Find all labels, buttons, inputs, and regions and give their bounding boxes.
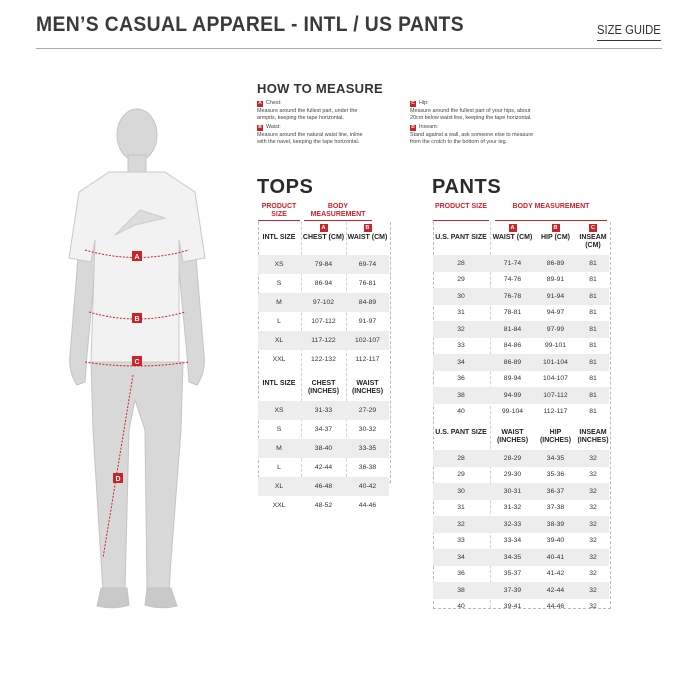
table-row [433, 387, 609, 404]
measure-item-chest [257, 100, 417, 123]
table-cell: 32 [589, 520, 597, 528]
table-row [258, 331, 389, 350]
figure-label-b: B [134, 316, 140, 323]
table-cell: 32 [589, 487, 597, 495]
figure-left-shoe [97, 588, 129, 608]
table-cell: 28 [457, 259, 465, 267]
table-cell: 32 [589, 603, 597, 611]
column-badge-a: A [509, 224, 517, 232]
table-cell: 89-91 [546, 276, 565, 284]
table-cell: 44-46 [358, 502, 377, 509]
table-row [433, 338, 609, 355]
table-row [433, 321, 609, 338]
measure-desc: from the crotch to the bottom of your leg. [410, 139, 508, 146]
badge-c: C [411, 100, 415, 106]
table-row [258, 293, 389, 312]
table-cell: 34-35 [503, 553, 522, 561]
column-header: U.S. PANT SIZE [435, 234, 487, 241]
table-row [258, 350, 389, 369]
tops-table-body [258, 222, 389, 509]
column-header: INSEAM (CM) [579, 234, 607, 249]
table-cell: 81 [589, 276, 597, 284]
table-cell: 36 [457, 570, 465, 578]
table-row [258, 312, 389, 331]
table-cell: 36 [457, 375, 465, 383]
table-cell: 112-117 [543, 408, 568, 416]
table-cell: L [277, 318, 281, 325]
table-row [433, 272, 609, 289]
table-cell: 32-33 [503, 520, 522, 528]
table-cell: 102-107 [355, 337, 380, 344]
table-cell: XL [274, 483, 284, 490]
measure-desc: Measure around the fullest part of your hips, about [410, 107, 531, 114]
table-cell: 84-89 [358, 299, 377, 306]
column-header: WAIST (CM) [492, 234, 533, 241]
table-cell: 79-84 [314, 261, 333, 268]
table-cell: 86-89 [546, 259, 565, 267]
table-cell: 91-97 [358, 318, 377, 325]
table-row [433, 549, 609, 566]
measure-desc: armpits, keeping the tape horizontal. [257, 115, 344, 122]
table-cell: 36-37 [546, 487, 565, 495]
table-row [433, 288, 609, 305]
table-row [433, 255, 609, 272]
table-cell: 81 [589, 391, 597, 399]
pants-body-measurement-header: BODY MEASUREMENT [512, 203, 590, 210]
table-cell: 122-132 [311, 356, 336, 363]
measure-name: Waist: [266, 124, 281, 130]
table-cell: 89-94 [503, 375, 522, 383]
table-cell: 32 [589, 471, 597, 479]
table-cell: 32 [457, 520, 465, 528]
table-row [258, 274, 389, 293]
table-cell: 84-86 [503, 342, 522, 350]
table-cell: 31 [457, 504, 465, 512]
column-header: WAIST (INCHES) [351, 380, 384, 395]
table-cell: 31 [457, 309, 465, 317]
table-cell: 29-30 [503, 471, 522, 479]
table-cell: 41-42 [546, 570, 565, 578]
pants-header-rule [495, 220, 607, 221]
column-badge-b: B [552, 224, 560, 232]
badge-d: D [411, 124, 415, 130]
table-cell: 112-117 [355, 356, 380, 363]
table-row [258, 439, 389, 458]
table-cell: 81 [589, 309, 597, 317]
table-cell: 91-94 [546, 292, 565, 300]
table-cell: XL [274, 337, 284, 344]
table-row [258, 255, 389, 274]
table-cell: 97-102 [312, 299, 335, 306]
table-row [433, 450, 609, 467]
table-cell: XS [274, 407, 284, 414]
table-cell: 32 [589, 537, 597, 545]
table-cell: 40 [457, 408, 465, 416]
measure-desc: Measure around the fullest part, under the [257, 107, 358, 114]
pants-header-rule [433, 220, 489, 221]
table-cell: 40-42 [358, 483, 377, 490]
tops-body-measurement-header: BODY MEASUREMENT [310, 203, 366, 218]
table-cell: 35-37 [503, 570, 522, 578]
column-header: INTL SIZE [262, 380, 296, 387]
figure-label-c: C [134, 359, 140, 366]
table-row [433, 582, 609, 599]
measure-item-inseam [410, 124, 585, 147]
measure-name: Inseam: [419, 124, 439, 130]
table-row [433, 354, 609, 371]
figure-head [117, 109, 157, 161]
table-cell: 32 [589, 504, 597, 512]
measure-desc: Measure around the natural waist line, inline [257, 131, 363, 138]
table-cell: 44-46 [546, 603, 565, 611]
table-cell: M [276, 445, 282, 452]
table-row [258, 401, 389, 420]
table-cell: 81 [589, 259, 597, 267]
table-cell: 32 [589, 586, 597, 594]
table-cell: XXL [272, 502, 286, 509]
table-cell: 31-32 [503, 504, 522, 512]
table-cell: 36-38 [358, 464, 377, 471]
table-cell: 32 [457, 325, 465, 333]
table-cell: L [277, 464, 281, 471]
table-cell: 46-48 [314, 483, 333, 490]
table-cell: 28-29 [503, 454, 522, 462]
table-row [258, 496, 389, 515]
figure-pants [91, 362, 183, 590]
page-title: MEN’S CASUAL APPAREL - INTL / US PANTS [36, 13, 464, 36]
table-cell: 33 [457, 537, 465, 545]
column-header: INTL SIZE [262, 234, 296, 241]
pants-title: PANTS [432, 176, 502, 198]
pants-product-size-header: PRODUCT SIZE [434, 203, 488, 210]
table-cell: 74-76 [503, 276, 522, 284]
table-cell: 81 [589, 375, 597, 383]
table-row [433, 500, 609, 517]
table-cell: 81-84 [503, 325, 522, 333]
table-cell: 38-40 [314, 445, 333, 452]
header-divider [36, 48, 662, 49]
measure-item-hip [410, 100, 585, 123]
column-header: HIP (CM) [540, 234, 571, 241]
table-cell: 39-40 [546, 537, 565, 545]
figure-right-shoe [145, 588, 177, 608]
table-cell: 107-112 [543, 391, 568, 399]
table-cell: 29 [457, 276, 465, 284]
column-header: U.S. PANT SIZE [435, 429, 487, 436]
table-cell: 81 [589, 358, 597, 366]
table-cell: 35-36 [546, 471, 565, 479]
table-cell: 30-31 [503, 487, 522, 495]
table-cell: 29 [457, 471, 465, 479]
table-cell: 107-112 [311, 318, 336, 325]
table-cell: 97-99 [546, 325, 565, 333]
table-cell: 37-39 [503, 586, 522, 594]
tops-header-rule [304, 220, 372, 221]
table-cell: 99-104 [501, 408, 524, 416]
column-header: CHEST (CM) [302, 234, 345, 241]
measure-desc: Stand against a wall, ask someone else to measure [410, 131, 534, 138]
table-cell: 37-38 [546, 504, 565, 512]
table-cell: 42-44 [546, 586, 565, 594]
table-cell: 34 [457, 553, 465, 561]
column-badge-c: C [589, 224, 597, 232]
table-row [433, 533, 609, 550]
body-figure [55, 100, 230, 680]
table-cell: 34-35 [546, 454, 565, 462]
table-cell: 33-35 [358, 445, 377, 452]
table-cell: XS [274, 261, 284, 268]
table-row [258, 458, 389, 477]
column-header: INSEAM (INCHES) [577, 429, 609, 444]
table-row [433, 599, 609, 616]
table-row [433, 371, 609, 388]
table-cell: 33 [457, 342, 465, 350]
table-cell: 38 [457, 391, 465, 399]
tops-title: TOPS [257, 176, 314, 198]
table-cell: 27-29 [358, 407, 377, 414]
badge-b: B [258, 124, 262, 130]
table-cell: 30 [457, 487, 465, 495]
table-cell: 78-81 [503, 309, 522, 317]
table-cell: 38-39 [546, 520, 565, 528]
table-cell: 81 [589, 342, 597, 350]
size-guide-label: SIZE GUIDE [597, 23, 661, 41]
pants-table-body [433, 222, 609, 611]
table-cell: 94-99 [503, 391, 522, 399]
table-cell: 28 [457, 454, 465, 462]
table-cell: 99-101 [544, 342, 567, 350]
table-cell: 38 [457, 586, 465, 594]
table-cell: 32 [589, 454, 597, 462]
table-cell: 48-52 [314, 502, 333, 509]
table-cell: 94-97 [546, 309, 565, 317]
table-row [258, 420, 389, 439]
table-row [433, 404, 609, 421]
column-badge-b: B [364, 224, 372, 232]
column-header: CHEST (INCHES) [307, 380, 340, 395]
table-cell: 86-94 [314, 280, 333, 287]
column-header: WAIST (INCHES) [496, 429, 529, 444]
table-cell: 30-32 [358, 426, 377, 433]
table-row [433, 483, 609, 500]
table-cell: 30 [457, 292, 465, 300]
table-cell: 81 [589, 408, 597, 416]
table-cell: 31-33 [314, 407, 333, 414]
table-cell: 33-34 [503, 537, 522, 545]
measure-desc: with the navel, keeping the tape horizontal. [257, 139, 360, 146]
table-cell: 42-44 [314, 464, 333, 471]
table-cell: 117-122 [311, 337, 336, 344]
table-row [433, 566, 609, 583]
column-header: HIP (INCHES) [539, 429, 572, 444]
table-cell: 34-37 [314, 426, 333, 433]
measure-desc: 20cm below waist line, keeping the tape horizontal. [410, 115, 532, 122]
column-badge-a: A [320, 224, 328, 232]
table-cell: 69-74 [358, 261, 377, 268]
table-cell: 71-74 [503, 259, 522, 267]
table-cell: 104-107 [543, 375, 568, 383]
table-cell: 34 [457, 358, 465, 366]
table-row [433, 516, 609, 533]
table-cell: 101-104 [543, 358, 568, 366]
table-cell: S [276, 426, 282, 433]
table-cell: 32 [589, 553, 597, 561]
measure-name: Chest: [266, 100, 282, 106]
table-row [433, 305, 609, 322]
measure-name: Hip: [419, 100, 429, 106]
tops-product-size-header: PRODUCT SIZE [261, 203, 297, 218]
table-cell: 86-89 [503, 358, 522, 366]
table-row [433, 467, 609, 484]
badge-a: A [258, 100, 262, 106]
table-cell: 39-41 [503, 603, 522, 611]
table-cell: 32 [589, 570, 597, 578]
tops-header-rule [258, 220, 300, 221]
how-to-measure-title: HOW TO MEASURE [257, 81, 384, 96]
measure-item-waist [257, 124, 417, 147]
table-cell: XXL [272, 356, 286, 363]
table-cell: M [276, 299, 282, 306]
table-row [258, 477, 389, 496]
figure-label-a: A [134, 254, 140, 261]
table-cell: 40-41 [546, 553, 565, 561]
table-cell: 76-78 [503, 292, 522, 300]
table-cell: 40 [457, 603, 465, 611]
table-cell: 81 [589, 292, 597, 300]
figure-label-d: D [115, 476, 121, 483]
table-cell: S [276, 280, 282, 287]
table-cell: 81 [589, 325, 597, 333]
column-header: WAIST (CM) [347, 234, 388, 241]
table-cell: 76-81 [358, 280, 377, 287]
